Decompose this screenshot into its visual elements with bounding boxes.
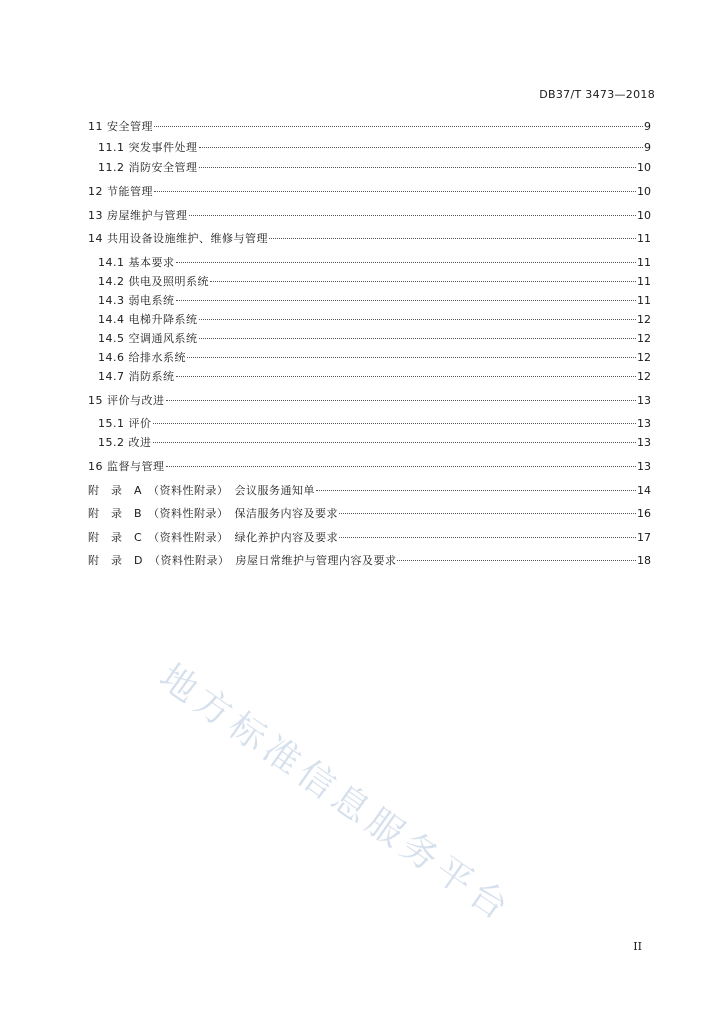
toc-page: 13: [637, 394, 651, 407]
toc-entry[interactable]: [98, 368, 651, 386]
toc-leader: [339, 513, 636, 514]
toc-page: 11: [637, 275, 651, 288]
toc-entry[interactable]: [98, 349, 651, 367]
toc-label: 11 安全管理: [88, 120, 153, 133]
toc-page: 12: [637, 370, 651, 383]
toc-page: 12: [637, 332, 651, 345]
toc-page: 11: [637, 294, 651, 307]
toc-leader: [166, 466, 637, 467]
toc-leader: [176, 300, 637, 301]
toc-label: 15 评价与改进: [88, 394, 165, 407]
toc-leader: [210, 281, 636, 282]
toc-leader: [153, 442, 637, 443]
toc-leader: [269, 238, 636, 239]
toc-leader: [339, 537, 636, 538]
toc-leader: [199, 338, 637, 339]
toc-label: 14 共用设备设施维护、维修与管理: [88, 232, 268, 245]
toc-page: 16: [637, 507, 651, 520]
toc-leader: [154, 126, 643, 127]
toc-label: 11.2 消防安全管理: [98, 161, 198, 174]
toc-page: 9: [644, 120, 651, 133]
page-number: II: [633, 940, 642, 953]
toc-page: 13: [637, 460, 651, 473]
toc-page: 14: [637, 484, 651, 497]
toc-page: 13: [637, 417, 651, 430]
toc-leader: [187, 357, 636, 358]
toc-leader: [154, 191, 636, 192]
toc-leader: [397, 560, 636, 561]
toc-entry[interactable]: [88, 529, 651, 547]
toc-entry[interactable]: [98, 254, 651, 272]
toc-entry[interactable]: [98, 330, 651, 348]
toc-leader: [199, 167, 637, 168]
toc-label: 附 录 C （资料性附录） 绿化养护内容及要求: [88, 531, 339, 544]
toc-label: 14.6 给排水系统: [98, 351, 186, 364]
toc-label: 12 节能管理: [88, 185, 153, 198]
toc-page: 9: [644, 141, 651, 154]
toc-label: 13 房屋维护与管理: [88, 209, 188, 222]
toc-label: 15.2 改进: [98, 436, 152, 449]
toc-leader: [153, 423, 637, 424]
toc-label: 14.1 基本要求: [98, 256, 175, 269]
toc-label: 16 监督与管理: [88, 460, 165, 473]
toc-page: 10: [637, 185, 651, 198]
toc-label: 14.2 供电及照明系统: [98, 275, 209, 288]
toc-entry[interactable]: [98, 311, 651, 329]
toc-entry[interactable]: [98, 273, 651, 291]
toc-page: 13: [637, 436, 651, 449]
toc-entry[interactable]: [88, 118, 651, 136]
toc-page: 11: [637, 232, 651, 245]
toc-label: 11.1 突发事件处理: [98, 141, 198, 154]
toc-page: 11: [637, 256, 651, 269]
toc-label: 附 录 A （资料性附录） 会议服务通知单: [88, 484, 316, 497]
toc-entry[interactable]: [88, 482, 651, 500]
toc-page: 12: [637, 313, 651, 326]
toc-page: 12: [637, 351, 651, 364]
toc-label: 附 录 D （资料性附录） 房屋日常维护与管理内容及要求: [88, 554, 397, 567]
toc-leader: [166, 400, 637, 401]
toc-entry[interactable]: [88, 505, 651, 523]
toc-leader: [189, 215, 637, 216]
toc-entry[interactable]: [88, 183, 651, 201]
toc-leader: [176, 376, 637, 377]
toc-entry[interactable]: [98, 434, 651, 452]
toc-entry[interactable]: [88, 230, 651, 248]
toc-entry[interactable]: [98, 415, 651, 433]
toc-entry[interactable]: [88, 207, 651, 225]
toc-entry[interactable]: [88, 458, 651, 476]
toc-page: 10: [637, 161, 651, 174]
toc-entry[interactable]: [98, 292, 651, 310]
toc-leader: [199, 319, 637, 320]
watermark: 地方标准信息服务平台: [151, 656, 520, 932]
toc-entry[interactable]: [98, 139, 651, 157]
toc-label: 14.4 电梯升降系统: [98, 313, 198, 326]
toc-label: 14.7 消防系统: [98, 370, 175, 383]
toc-entry[interactable]: [88, 392, 651, 410]
toc-leader: [199, 147, 644, 148]
toc-page: 10: [637, 209, 651, 222]
document-code: DB37/T 3473—2018: [539, 88, 655, 101]
toc-label: 15.1 评价: [98, 417, 152, 430]
toc-entry[interactable]: [98, 159, 651, 177]
toc-label: 14.5 空调通风系统: [98, 332, 198, 345]
toc-entry[interactable]: [88, 552, 651, 570]
toc-leader: [316, 490, 636, 491]
toc-leader: [176, 262, 637, 263]
toc-page: 18: [637, 554, 651, 567]
toc-label: 14.3 弱电系统: [98, 294, 175, 307]
toc-label: 附 录 B （资料性附录） 保洁服务内容及要求: [88, 507, 339, 520]
toc-page: 17: [637, 531, 651, 544]
